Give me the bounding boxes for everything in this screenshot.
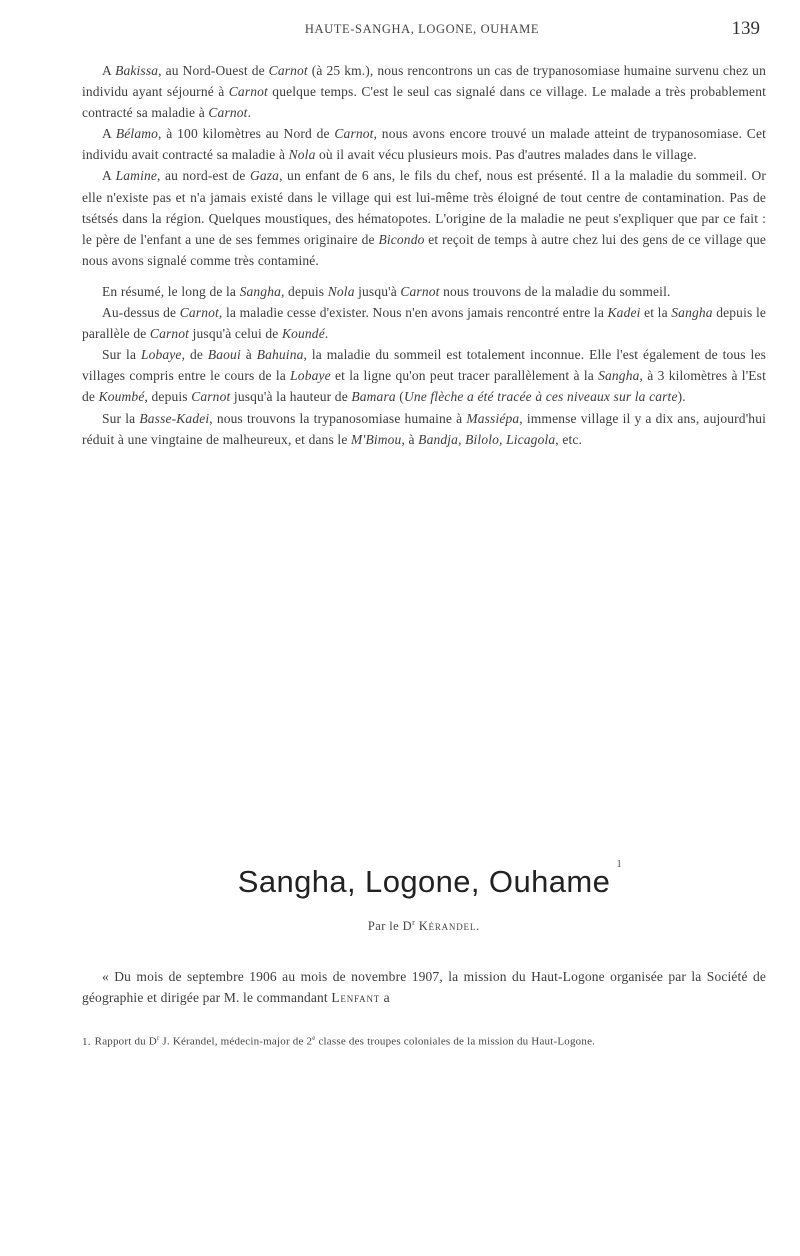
paragraph-bakissa — [82, 60, 766, 123]
place-name: Sangha — [239, 283, 281, 299]
section-title — [237, 858, 623, 900]
place-name: Massiépa — [466, 410, 520, 426]
text-run: jusqu'à la hauteur de — [230, 389, 352, 405]
section-title-text: Sangha, Logone, Ouhame — [237, 864, 611, 899]
text-run: quelque temps. C'est le seul cas signalé dans ce village. Le malade a très probablement contracté sa maladie à — [82, 84, 766, 121]
text-run: A — [102, 63, 116, 78]
place-name: Lobaye — [290, 368, 331, 384]
text-run: , au Nord-Ouest de — [158, 63, 269, 78]
text-run: à — [240, 347, 257, 363]
paragraph-belamo — [82, 123, 766, 165]
text-run: , etc. — [555, 431, 583, 447]
text-run: depuis le parallèle de — [82, 305, 766, 342]
text-run: , à 3 kilomètres à l'Est de — [82, 368, 766, 405]
byline-prefix: Par le D — [367, 919, 413, 934]
text-run: A — [102, 126, 116, 142]
place-name: Carnot — [149, 326, 190, 342]
text-run: , la maladie du sommeil est totalement inconnue. Elle l'est également de tous les villages compris entre le cours de la — [82, 347, 766, 384]
text-run: jusqu'à celui de — [189, 326, 282, 342]
text-run: , la maladie cesse d'exister. Nous n'en avons jamais rencontré entre la — [218, 305, 608, 321]
place-name: Bamara — [351, 389, 396, 405]
place-name: Bicondo — [378, 231, 425, 247]
paragraph-intro — [82, 966, 766, 1008]
place-name: M'Bimou — [351, 431, 402, 447]
paragraph-lamine — [82, 165, 766, 270]
footnote-number: 1. — [82, 1035, 91, 1048]
byline-sup: r — [412, 918, 416, 927]
text-run: , au nord-est de — [157, 168, 250, 184]
running-head — [80, 14, 764, 44]
text-run: , de — [181, 347, 208, 363]
place-name: Carnot — [191, 389, 231, 405]
text-run: , nous avons encore trouvé un malade atteint de trypanosomiase. Cet individu avait contracté sa maladie à — [82, 126, 766, 163]
place-name: Bélamo — [115, 126, 159, 142]
paragraph-basse-kadei — [82, 408, 766, 450]
text-run: où il avait vécu plusieurs mois. Pas d'autres malades dans le village. — [315, 147, 697, 163]
text-sup: e — [312, 1034, 316, 1042]
text-run: Rapport du D — [94, 1035, 157, 1048]
place-name: Carnot — [268, 63, 308, 78]
text-run: J. Kérandel, médecin-major de 2 — [159, 1035, 313, 1048]
text-run: nous trouvons de la maladie du sommeil. — [439, 283, 671, 299]
place-name: Bandja, Bilolo, Licagola — [418, 431, 556, 447]
text-run: Sur la — [102, 347, 141, 363]
place-name: Carnot — [208, 105, 248, 121]
footnote-marker[interactable]: 1 — [616, 858, 623, 870]
body-text — [82, 60, 766, 450]
text-run: Au-dessus de — [102, 305, 180, 321]
text-run: (à 25 km.), nous rencontrons un cas de trypanosomiase humaine survenu chez un individu ayant séjourné à — [82, 63, 766, 100]
text-run: , un enfant de 6 ans, le fils du chef, nous est présenté. Il a la maladie du sommeil. Or elle n'existe pas et n'a jamais existé dans le village qui est lui-même très éloigné de tout centre de contamination. Pas de tsétsés dans la région. Quelques moustiques, des hématopotes. L'origine de la maladie ne peut s'expliquer que par ce fait : le père de l'enfant a une de ses femmes originaire de — [82, 168, 766, 247]
place-name: Nola — [288, 147, 316, 163]
person-name: Lenfant — [331, 990, 381, 1006]
place-name: Carnot — [228, 84, 268, 100]
text-run: ( — [395, 389, 404, 405]
page-number: 139 — [731, 18, 760, 39]
place-name: Kadei — [607, 305, 641, 321]
text-run: jusqu'à — [354, 283, 401, 299]
paragraph-lobaye — [82, 344, 766, 407]
text-run: et la ligne qu'on peut tracer parallèlement à la — [330, 368, 599, 384]
footnote — [82, 1030, 766, 1050]
place-name: Lobaye — [140, 347, 182, 363]
text-run: , depuis — [281, 283, 328, 299]
text-run: et reçoit de temps à autre chez lui des gens de ce village que nous avons signalé comme très contaminé. — [82, 231, 767, 268]
text-run: , immense village il y a dix ans, aujourd'hui réduit à une vingtaine de malheureux, et dans le — [82, 410, 766, 447]
byline — [82, 918, 766, 934]
text-run: Sur la — [102, 410, 140, 426]
text-run: ). — [677, 389, 686, 405]
text-run: et la — [640, 305, 672, 321]
text-sup: r — [156, 1034, 160, 1042]
place-name: Carnot — [400, 283, 440, 299]
intro-text — [82, 966, 766, 1008]
paragraph-carnot — [82, 302, 766, 344]
place-name: Lamine — [115, 168, 158, 184]
text-run: « Du mois de septembre 1906 au mois de novembre 1907, la mission du Haut-Logone organisée par la Société de géographie et dirigée par M. le commandant — [82, 969, 766, 1006]
running-title: HAUTE-SANGHA, LOGONE, OUHAME — [304, 22, 540, 36]
text-run: classe des troupes coloniales de la mission du Haut-Logone. — [315, 1035, 596, 1048]
text-run: . — [247, 105, 252, 121]
place-name: Carnot — [334, 126, 374, 142]
text-run: A — [102, 168, 116, 184]
place-name: Nola — [327, 283, 355, 299]
map-note: Une flèche a été tracée à ces niveaux sur la carte — [403, 389, 678, 405]
text-run: a — [380, 990, 390, 1006]
place-name: Carnot — [179, 305, 219, 321]
place-name: Sangha — [598, 368, 640, 384]
text-run: , depuis — [144, 389, 192, 405]
author-name: Kérandel. — [418, 919, 481, 934]
place-name: Bahuina — [256, 347, 304, 363]
place-name: Basse-Kadei — [139, 410, 210, 426]
place-name: Koundé — [281, 326, 325, 342]
place-name: Koumbé — [98, 389, 145, 405]
place-name: Gaza — [249, 168, 280, 184]
paragraph-resume — [82, 281, 766, 302]
section-heading-block — [82, 858, 766, 900]
place-name: Sangha — [671, 305, 713, 321]
text-run: En résumé, le long de la — [102, 283, 240, 299]
text-run: . — [324, 326, 329, 342]
text-run: , à 100 kilomètres au Nord de — [158, 126, 335, 142]
place-name: Baoui — [207, 347, 241, 363]
place-name: Bakissa — [115, 63, 159, 78]
text-run: , à — [401, 431, 419, 447]
text-run: , nous trouvons la trypanosomiase humaine à — [209, 410, 467, 426]
